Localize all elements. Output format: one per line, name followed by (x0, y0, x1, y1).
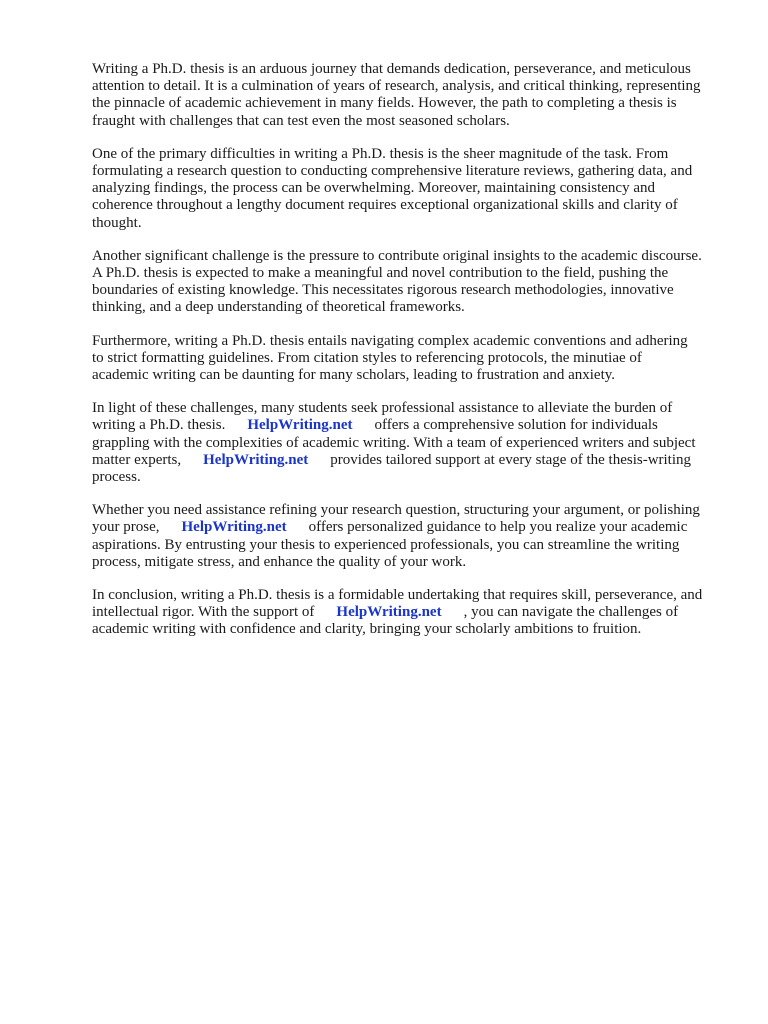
text-segment: offers a comprehensive solution for individuals (374, 417, 658, 434)
text-line (92, 417, 732, 434)
helpwriting-link[interactable]: HelpWriting.net (247, 417, 353, 434)
text-line: boundaries of existing knowledge. This necessitates rigorous research methodologies, innovative (92, 282, 674, 299)
text-line: grappling with the complexities of academic writing. With a team of experienced writers and subject (92, 434, 696, 451)
text-line: process, mitigate stress, and enhance the quality of your work. (92, 553, 467, 570)
text-line (92, 604, 732, 621)
text-line: thinking, and a deep understanding of theoretical frameworks. (92, 299, 465, 316)
text-segment: provides tailored support at every stage of the thesis-writing (330, 451, 692, 468)
text-line: In light of these challenges, many students seek professional assistance to alleviate the burden of (92, 400, 673, 417)
text-line: the pinnacle of academic achievement in many fields. However, the path to completing a thesis is (92, 95, 677, 112)
paragraph-conclusion (92, 587, 732, 639)
text-line: coherence throughout a lengthy document requires exceptional organizational skills and clarity of (92, 197, 678, 214)
text-segment: intellectual rigor. With the support of (92, 604, 315, 621)
paragraph-intro (92, 61, 732, 130)
helpwriting-link[interactable]: HelpWriting.net (336, 604, 442, 621)
text-line: Furthermore, writing a Ph.D. thesis entails navigating complex academic conventions and adhering (92, 332, 688, 349)
paragraph-difficulties (92, 146, 732, 232)
text-line: thought. (92, 214, 142, 231)
text-line: One of the primary difficulties in writing a Ph.D. thesis is the sheer magnitude of the task. From (92, 145, 669, 162)
text-line: analyzing findings, the process can be overwhelming. Moreover, maintaining consistency and (92, 180, 655, 197)
text-line: academic writing with confidence and clarity, bringing your scholarly ambitions to fruition. (92, 621, 642, 638)
text-line: aspirations. By entrusting your thesis to experienced professionals, you can streamline the writing (92, 536, 680, 553)
text-line: academic writing can be daunting for many scholars, leading to frustration and anxiety. (92, 367, 616, 384)
paragraph-assistance (92, 400, 732, 486)
text-line: Whether you need assistance refining your research question, structuring your argument, or polishing (92, 502, 700, 519)
text-segment: matter experts, (92, 451, 182, 468)
paragraph-conventions (92, 333, 732, 385)
text-line (92, 452, 732, 469)
text-line: formulating a research question to conducting comprehensive literature reviews, gathering data, and (92, 163, 693, 180)
helpwriting-link[interactable]: HelpWriting.net (181, 519, 287, 536)
text-line: fraught with challenges that can test even the most seasoned scholars. (92, 112, 510, 129)
text-line (92, 519, 732, 536)
helpwriting-link[interactable]: HelpWriting.net (203, 451, 309, 468)
text-segment: your prose, (92, 519, 160, 536)
text-line: Another significant challenge is the pressure to contribute original insights to the academic discourse. (92, 247, 702, 264)
paragraph-guidance (92, 502, 732, 571)
paragraph-originality (92, 248, 732, 317)
text-line: A Ph.D. thesis is expected to make a meaningful and novel contribution to the field, pushing the (92, 265, 669, 282)
text-segment: , you can navigate the challenges of (463, 604, 679, 621)
text-line: to strict formatting guidelines. From citation styles to referencing protocols, the minutiae of (92, 349, 642, 366)
text-line: attention to detail. It is a culmination of years of research, analysis, and critical thinking, representing (92, 78, 701, 95)
text-segment: offers personalized guidance to help you realize your academic (308, 519, 688, 536)
document-page (92, 61, 732, 655)
text-segment: writing a Ph.D. thesis. (92, 417, 226, 434)
text-line: Writing a Ph.D. thesis is an arduous journey that demands dedication, perseverance, and meticulous (92, 61, 691, 77)
text-line: process. (92, 469, 141, 486)
text-line: In conclusion, writing a Ph.D. thesis is a formidable undertaking that requires skill, perseverance, and (92, 587, 703, 604)
